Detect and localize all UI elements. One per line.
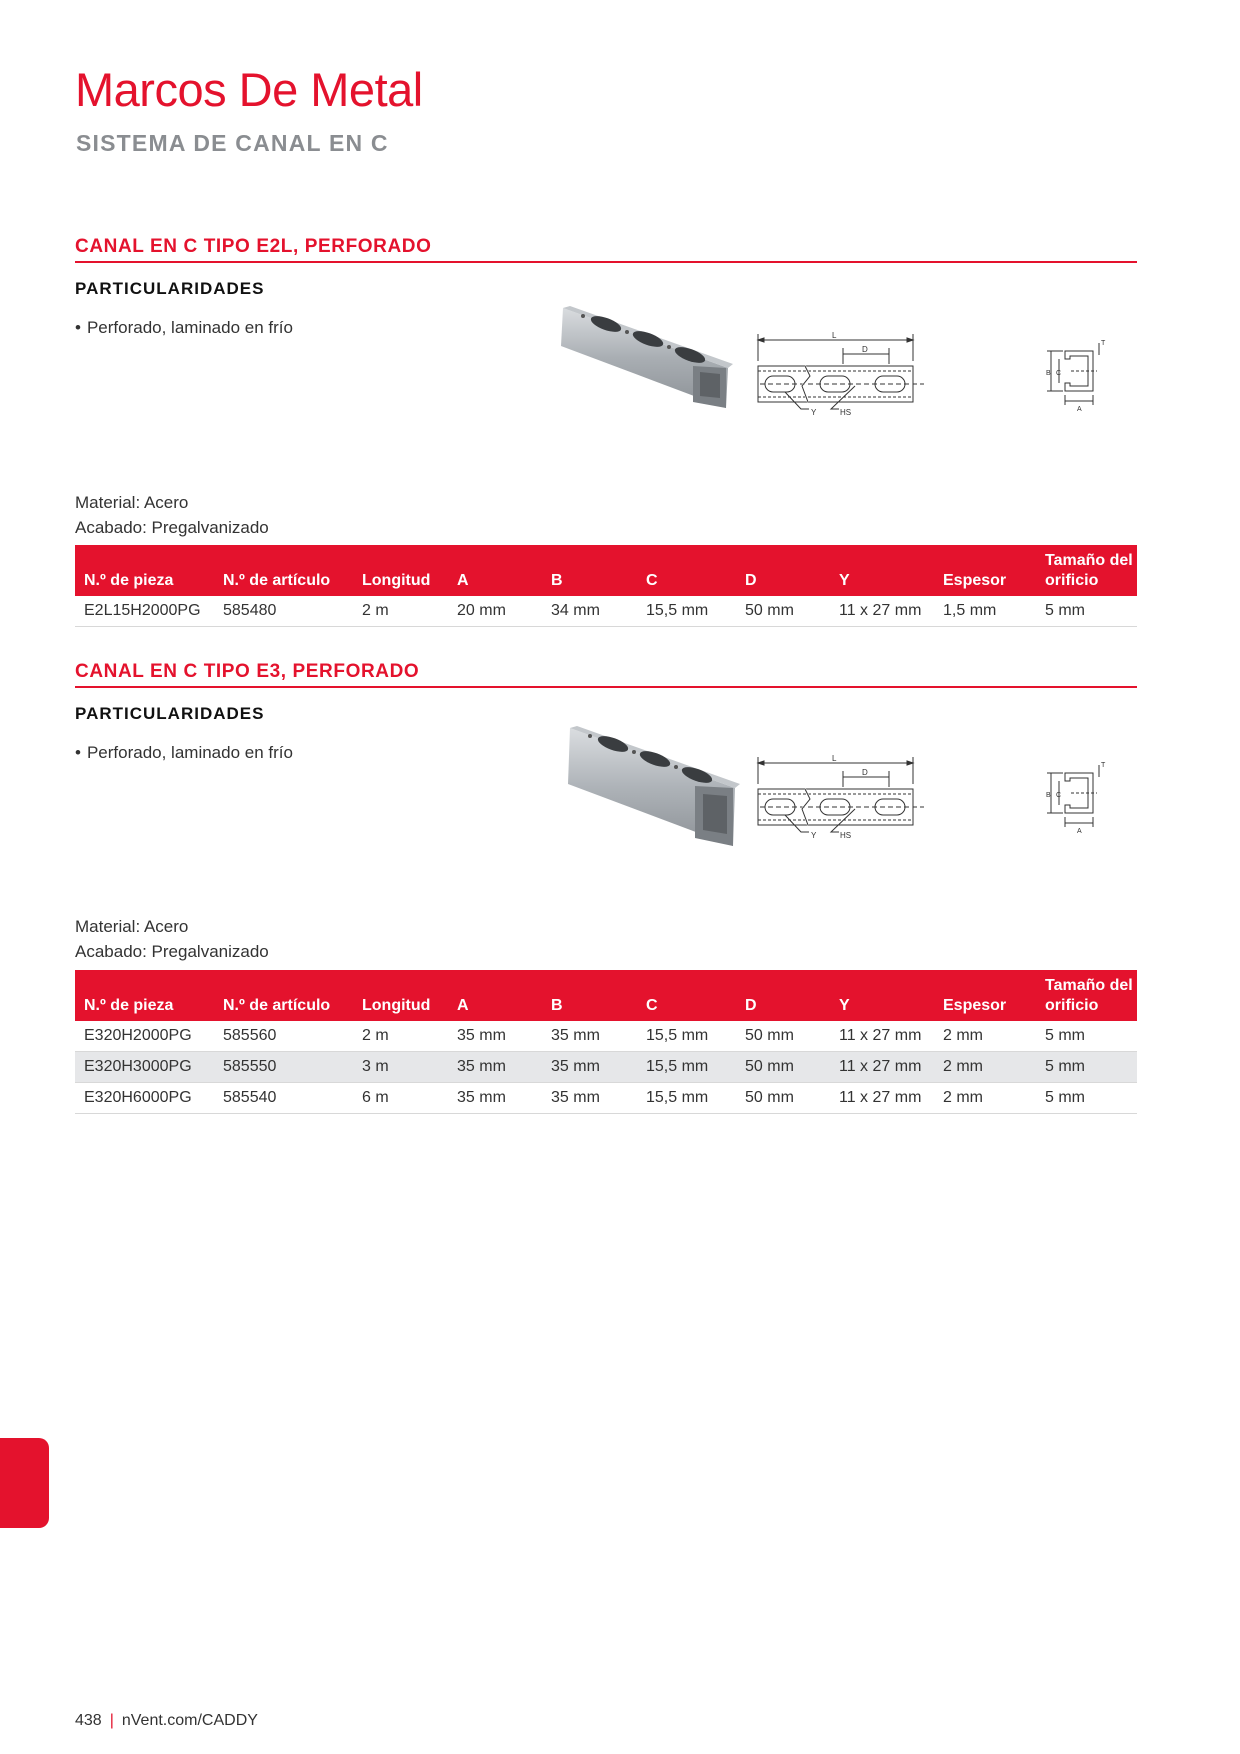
footer-separator: | xyxy=(109,1712,114,1729)
col-header: A xyxy=(448,970,542,1021)
material-text: Material: Acero xyxy=(75,917,189,936)
feature-text: Perforado, laminado en frío xyxy=(86,742,293,762)
dim-label-hs: HS xyxy=(840,408,852,417)
channel-photo xyxy=(565,726,745,856)
cell-length: 2 m xyxy=(353,596,448,627)
cell-part: E320H3000PG xyxy=(75,1052,214,1083)
finish-text: Acabado: Pregalvanizado xyxy=(75,942,269,961)
cell-d: 50 mm xyxy=(736,596,830,627)
col-header: Tamaño del orificio xyxy=(1036,545,1137,596)
dim-label-d: D xyxy=(862,345,868,354)
material-info xyxy=(75,490,269,540)
col-header: Espesor xyxy=(934,970,1036,1021)
cell-a: 35 mm xyxy=(448,1021,542,1052)
cell-y: 11 x 27 mm xyxy=(830,1021,934,1052)
dim-label-l: L xyxy=(832,754,837,763)
footer-website-link[interactable]: nVent.com/CADDY xyxy=(121,1712,258,1729)
col-header: Espesor xyxy=(934,545,1036,596)
cell-b: 34 mm xyxy=(542,596,637,627)
features-title: PARTICULARIDADES xyxy=(75,703,265,723)
cell-part: E320H2000PG xyxy=(75,1021,214,1052)
cell-y: 11 x 27 mm xyxy=(830,1052,934,1083)
page-title: Marcos De Metal xyxy=(75,63,423,116)
cell-c: 15,5 mm xyxy=(637,1021,736,1052)
cell-article: 585540 xyxy=(214,1083,353,1114)
col-header: D xyxy=(736,545,830,596)
col-header: A xyxy=(448,545,542,596)
page-number: 438 xyxy=(75,1712,102,1729)
dim-label-y: Y xyxy=(811,408,817,417)
cell-d: 50 mm xyxy=(736,1083,830,1114)
profile-diagram xyxy=(1035,761,1115,841)
spec-table xyxy=(75,545,1137,627)
dim-label-b: B xyxy=(1046,792,1051,799)
length-diagram xyxy=(755,749,1015,849)
footer xyxy=(75,1712,258,1730)
section-e3 xyxy=(75,661,1137,1121)
col-header: N.º de artículo xyxy=(214,545,353,596)
dim-label-d: D xyxy=(862,768,868,777)
col-header: N.º de pieza xyxy=(75,970,214,1021)
cell-length: 6 m xyxy=(353,1083,448,1114)
page-subtitle: SISTEMA DE CANAL EN C xyxy=(76,130,389,156)
dim-label-c: C xyxy=(1056,792,1062,799)
cell-y: 11 x 27 mm xyxy=(830,1083,934,1114)
cell-c: 15,5 mm xyxy=(637,1052,736,1083)
col-header: C xyxy=(637,970,736,1021)
cell-a: 35 mm xyxy=(448,1083,542,1114)
cell-b: 35 mm xyxy=(542,1083,637,1114)
cell-thickness: 2 mm xyxy=(934,1052,1036,1083)
cell-article: 585560 xyxy=(214,1021,353,1052)
col-header: N.º de artículo xyxy=(214,970,353,1021)
cell-part: E320H6000PG xyxy=(75,1083,214,1114)
bullet-icon: • xyxy=(75,317,81,337)
col-header: B xyxy=(542,545,637,596)
table-row xyxy=(75,1021,1137,1052)
section-title: CANAL EN C TIPO E3, PERFORADO xyxy=(75,661,1137,688)
col-header: Longitud xyxy=(353,970,448,1021)
cell-c: 15,5 mm xyxy=(637,1083,736,1114)
table-row xyxy=(75,1052,1137,1083)
cell-b: 35 mm xyxy=(542,1021,637,1052)
col-header: Y xyxy=(830,970,934,1021)
bullet-icon: • xyxy=(75,742,81,762)
dim-label-l: L xyxy=(832,331,837,340)
cell-hole: 5 mm xyxy=(1036,1021,1137,1052)
dim-label-y: Y xyxy=(811,831,817,840)
section-e2l xyxy=(75,236,1137,636)
length-diagram xyxy=(755,326,1015,426)
dim-label-t: T xyxy=(1101,762,1106,769)
feature-text: Perforado, laminado en frío xyxy=(86,317,293,337)
cell-thickness: 2 mm xyxy=(934,1083,1036,1114)
dim-label-hs: HS xyxy=(840,831,852,840)
col-header: D xyxy=(736,970,830,1021)
chapter-tab xyxy=(0,1438,49,1528)
cell-part: E2L15H2000PG xyxy=(75,596,214,627)
channel-photo xyxy=(558,306,738,421)
col-header: N.º de pieza xyxy=(75,545,214,596)
dim-label-a: A xyxy=(1077,828,1082,835)
dim-label-a: A xyxy=(1077,406,1082,413)
cell-y: 11 x 27 mm xyxy=(830,596,934,627)
cell-length: 3 m xyxy=(353,1052,448,1083)
col-header: Y xyxy=(830,545,934,596)
material-info xyxy=(75,914,269,964)
dim-label-c: C xyxy=(1056,370,1062,377)
spec-table xyxy=(75,970,1137,1114)
finish-text: Acabado: Pregalvanizado xyxy=(75,518,269,537)
cell-hole: 5 mm xyxy=(1036,1052,1137,1083)
dim-label-b: B xyxy=(1046,370,1051,377)
profile-diagram xyxy=(1035,339,1115,419)
cell-hole: 5 mm xyxy=(1036,596,1137,627)
cell-b: 35 mm xyxy=(542,1052,637,1083)
dim-label-t: T xyxy=(1101,340,1106,347)
col-header: Tamaño del orificio xyxy=(1036,970,1137,1021)
cell-thickness: 1,5 mm xyxy=(934,596,1036,627)
table-row xyxy=(75,596,1137,627)
material-text: Material: Acero xyxy=(75,493,189,512)
col-header: Longitud xyxy=(353,545,448,596)
cell-thickness: 2 mm xyxy=(934,1021,1036,1052)
col-header: B xyxy=(542,970,637,1021)
cell-hole: 5 mm xyxy=(1036,1083,1137,1114)
cell-a: 20 mm xyxy=(448,596,542,627)
cell-d: 50 mm xyxy=(736,1052,830,1083)
col-header: C xyxy=(637,545,736,596)
cell-article: 585480 xyxy=(214,596,353,627)
cell-length: 2 m xyxy=(353,1021,448,1052)
cell-a: 35 mm xyxy=(448,1052,542,1083)
table-row xyxy=(75,1083,1137,1114)
cell-c: 15,5 mm xyxy=(637,596,736,627)
cell-article: 585550 xyxy=(214,1052,353,1083)
features-title: PARTICULARIDADES xyxy=(75,278,265,298)
section-title: CANAL EN C TIPO E2L, PERFORADO xyxy=(75,236,1137,263)
cell-d: 50 mm xyxy=(736,1021,830,1052)
